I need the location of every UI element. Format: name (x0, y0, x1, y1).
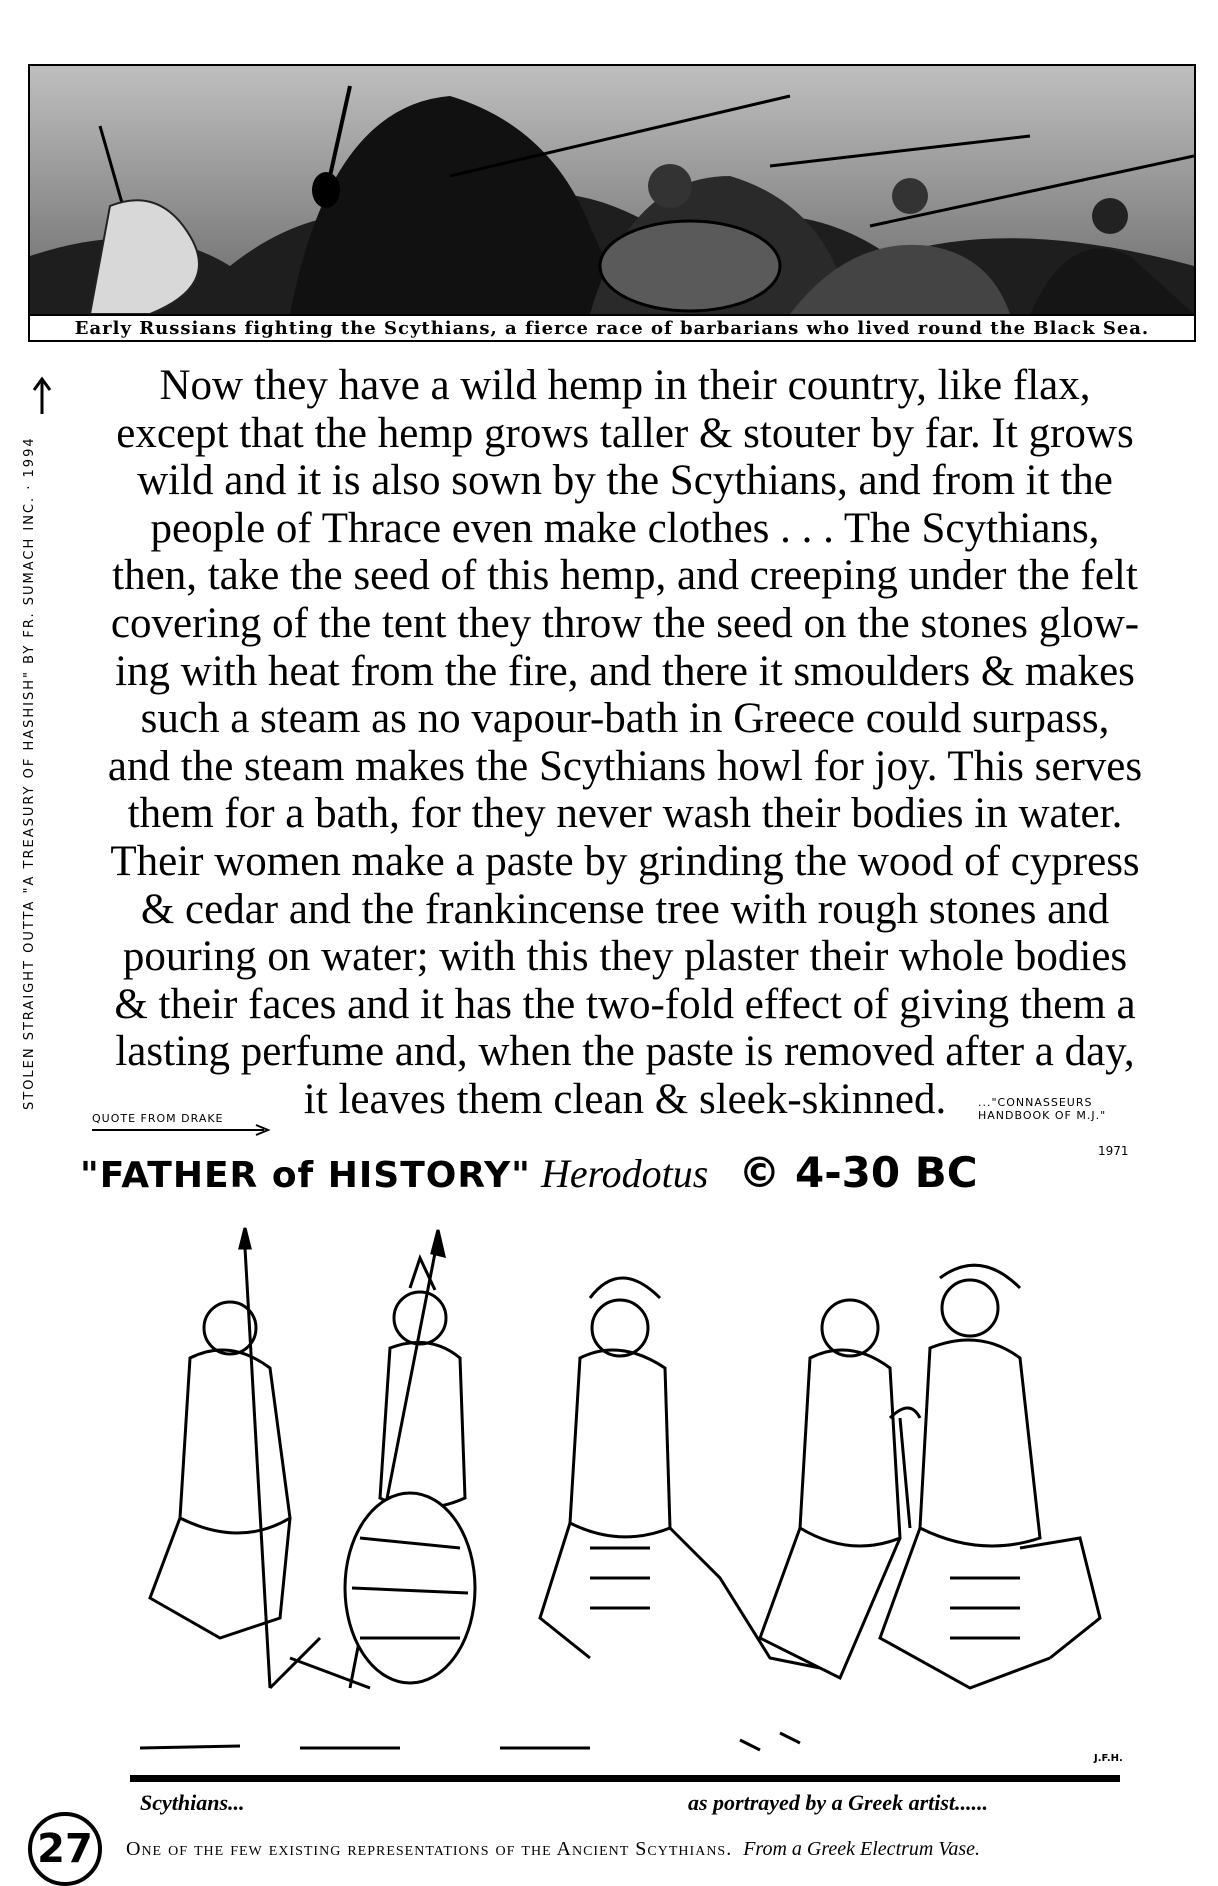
quote-line: lasting perfume and, when the paste is removed after a day, (115, 1028, 1135, 1076)
quote-line: except that the hemp grows taller & stouter by far. It grows (116, 409, 1134, 457)
vase-caption-main: One of the few existing representations of the Ancient Scythians. (126, 1838, 733, 1860)
quote-line: covering of the tent they throw the seed on the stones glow- (110, 599, 1140, 647)
illustration-rule (130, 1775, 1120, 1782)
quote-line: & their faces and it has the two-fold effect of giving them a (114, 980, 1136, 1028)
note-year: 1971 (1098, 1144, 1129, 1158)
father-of-history: "FATHER of HISTORY" (80, 1155, 531, 1196)
artist-signature: J.F.H. (1094, 1753, 1123, 1764)
quote-line: such a steam as no vapour-bath in Greece could surpass, (140, 695, 1110, 743)
attribution (80, 1148, 978, 1208)
quote-line: it leaves them clean & sleek-skinned. (303, 1075, 947, 1123)
quote-line: ing with heat from the fire, and there it smoulders & makes (115, 647, 1135, 695)
vase-caption-source: From a Greek Electrum Vase. (743, 1838, 981, 1860)
author-name: Herodotus (540, 1151, 709, 1196)
quote-line: wild and it is also sown by the Scythians, and from it the (137, 457, 1113, 505)
vase-caption (126, 1838, 980, 1861)
page-number: 27 (28, 1812, 102, 1886)
drake-note: QUOTE FROM DRAKE (92, 1112, 224, 1125)
side-handwritten-note: STOLEN STRAIGHT OUTTA "A TREASURY OF HASHISH" BY FR. SUMACH INC. · 1994 (22, 436, 37, 1110)
connoisseurs-note-line: HANDBOOK OF M.J." (978, 1109, 1107, 1122)
scythians-illustration (120, 1218, 1120, 1758)
quote-line: then, take the seed of this hemp, and creeping under the felt (112, 552, 1138, 600)
quote-line: people of Thrace even make clothes . . . The Scythians, (150, 504, 1100, 552)
quote-line: & cedar and the frankincense tree with rough stones and (140, 885, 1110, 933)
battle-photo (30, 66, 1194, 314)
connoisseurs-note-line: ..."CONNASSEURS (978, 1096, 1093, 1109)
illustration-caption-right: as portrayed by a Greek artist...... (688, 1790, 989, 1815)
quote-line: and the steam makes the Scythians howl for joy. This serves (107, 742, 1143, 790)
quote-line: pouring on water; with this they plaster their whole bodies (122, 933, 1128, 981)
illustration-caption-left: Scythians... (140, 1790, 245, 1815)
quote-line: Their women make a paste by grinding the wood of cypress (110, 837, 1140, 885)
photo-caption: Early Russians fighting the Scythians, a fierce race of barbarians who lived round the Black Sea. (30, 314, 1194, 342)
right-arrow-icon (92, 1124, 272, 1136)
connoisseurs-note (978, 1096, 1106, 1122)
herodotus-quote (60, 362, 1190, 1124)
quote-line: them for a bath, for they never wash their bodies in water. (127, 790, 1123, 838)
quote-line: Now they have a wild hemp in their country, like flax, (159, 362, 1091, 409)
date-stamp: © 4-30 BC (738, 1148, 978, 1197)
